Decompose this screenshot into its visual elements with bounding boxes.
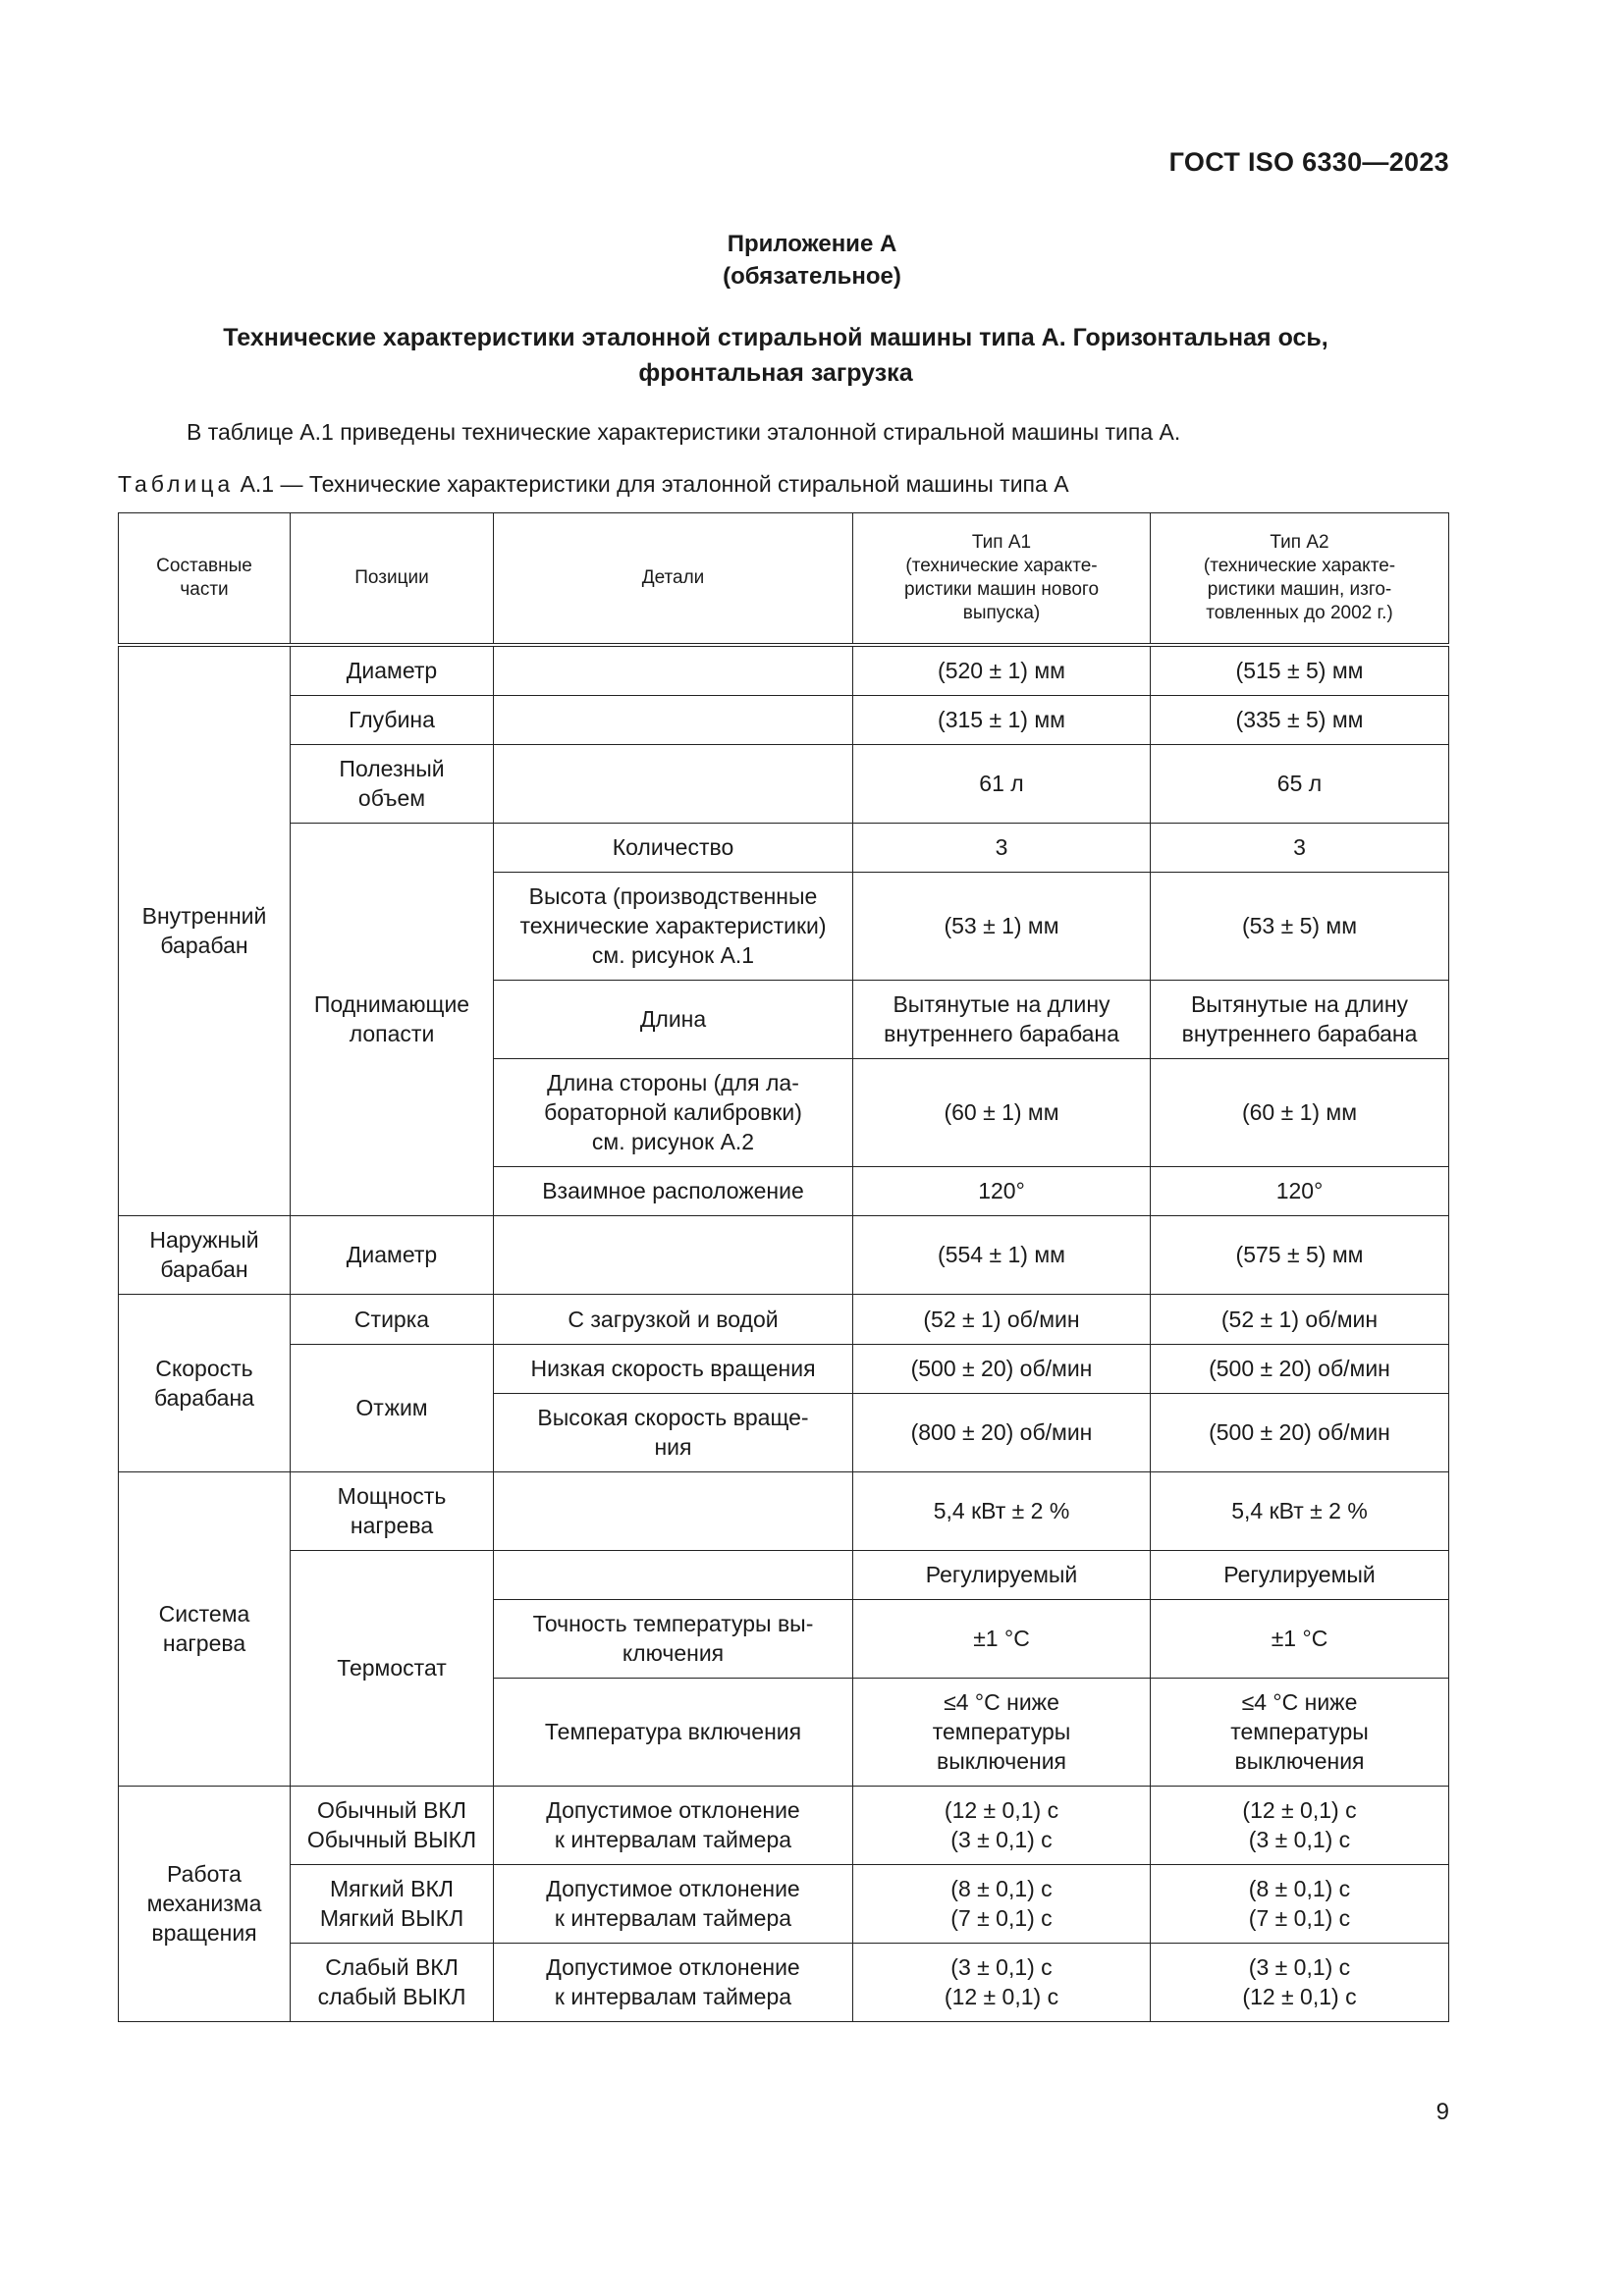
details-cell [494,1471,853,1550]
table-header-row [119,513,1449,646]
table-row [119,1294,1449,1344]
a1-cell: Вытянутые на длину внутреннего барабана [853,980,1151,1058]
annex-heading [0,228,1624,293]
table-row [119,1864,1449,1943]
table-row [119,1344,1449,1393]
a2-cell: (500 ± 20) об/мин [1151,1344,1449,1393]
details-cell: Взаимное расположение [494,1166,853,1215]
a2-cell: ±1 °C [1151,1599,1449,1678]
table-row [119,744,1449,823]
position-spin: Отжим [291,1344,494,1471]
annex-title: Приложение А [727,231,897,257]
a1-cell: (53 ± 1) мм [853,872,1151,980]
part-rotation: Работа механизма вращения [119,1786,291,2021]
a1-cell: 120° [853,1166,1151,1215]
page-number: 9 [1435,2099,1449,2125]
a2-cell: (575 ± 5) мм [1151,1215,1449,1294]
details-cell: С загрузкой и водой [494,1294,853,1344]
details-cell: Допустимое отклонение к интервалам таймера [494,1864,853,1943]
part-heating: Система нагрева [119,1471,291,1786]
a1-cell: (315 ± 1) мм [853,695,1151,744]
a2-cell: 65 л [1151,744,1449,823]
a1-cell: ≤4 °C ниже температуры выключения [853,1678,1151,1786]
table-caption [118,469,1069,499]
a2-cell: ≤4 °C ниже температуры выключения [1151,1678,1449,1786]
a2-cell: (52 ± 1) об/мин [1151,1294,1449,1344]
a2-cell: (60 ± 1) мм [1151,1058,1449,1166]
a2-cell: Вытянутые на длину внутреннего барабана [1151,980,1449,1058]
a1-cell: (800 ± 20) об/мин [853,1393,1151,1471]
a1-cell: (3 ± 0,1) с (12 ± 0,1) с [853,1943,1151,2021]
a1-cell: 61 л [853,744,1151,823]
details-cell [494,645,853,695]
details-cell [494,1215,853,1294]
table-row [119,695,1449,744]
a1-cell: (8 ± 0,1) с (7 ± 0,1) с [853,1864,1151,1943]
a1-cell: (12 ± 0,1) с (3 ± 0,1) с [853,1786,1151,1864]
a1-cell: Регулируемый [853,1550,1151,1599]
table-row [119,645,1449,695]
part-outer-drum: Наружный барабан [119,1215,291,1294]
a1-cell: (554 ± 1) мм [853,1215,1151,1294]
a2-cell: 5,4 кВт ± 2 % [1151,1471,1449,1550]
a2-cell: (500 ± 20) об/мин [1151,1393,1449,1471]
section-title-line-2: фронтальная загрузка [638,359,913,387]
intro-paragraph: В таблице А.1 приведены технические характеристики эталонной стиральной машины типа А. [187,419,1181,445]
a2-cell: Регулируемый [1151,1550,1449,1599]
details-cell: Температура включения [494,1678,853,1786]
details-cell: Низкая скорость вращения [494,1344,853,1393]
position-thermostat: Термостат [291,1550,494,1786]
position-cell: Обычный ВКЛ Обычный ВЫКЛ [291,1786,494,1864]
header-details: Детали [494,513,853,646]
details-cell [494,1550,853,1599]
a2-cell: (3 ± 0,1) с (12 ± 0,1) с [1151,1943,1449,2021]
part-inner-drum: Внутренний барабан [119,645,291,1215]
document-code: ГОСТ ISO 6330—2023 [1168,147,1449,177]
table-row [119,823,1449,872]
a1-cell: ±1 °C [853,1599,1151,1678]
position-cell: Мощность нагрева [291,1471,494,1550]
position-cell: Стирка [291,1294,494,1344]
a1-cell: (520 ± 1) мм [853,645,1151,695]
header-parts: Составные части [119,513,291,646]
details-cell: Точность температуры вы- ключения [494,1599,853,1678]
details-cell [494,695,853,744]
specifications-table [118,512,1449,2022]
details-cell: Допустимое отклонение к интервалам таймера [494,1786,853,1864]
a2-cell: (8 ± 0,1) с (7 ± 0,1) с [1151,1864,1449,1943]
annex-status: (обязательное) [723,263,901,290]
table-row [119,1550,1449,1599]
position-lifters: Поднимающие лопасти [291,823,494,1215]
position-cell: Слабый ВКЛ слабый ВЫКЛ [291,1943,494,2021]
details-cell: Количество [494,823,853,872]
a2-cell: (335 ± 5) мм [1151,695,1449,744]
details-cell: Длина стороны (для ла- бораторной калибровки) см. рисунок А.2 [494,1058,853,1166]
part-drum-speed: Скорость барабана [119,1294,291,1471]
section-title [147,320,1404,391]
table-caption-label: Таблица [118,471,235,497]
a2-cell: (12 ± 0,1) с (3 ± 0,1) с [1151,1786,1449,1864]
section-title-line-1: Технические характеристики эталонной стиральной машины типа А. Горизонтальная ось, [223,324,1328,351]
a1-cell: (60 ± 1) мм [853,1058,1151,1166]
header-type-a2: Тип А2 (технические характе- ристики машин, изго- товленных до 2002 г.) [1151,513,1449,646]
a1-cell: 3 [853,823,1151,872]
a1-cell: (500 ± 20) об/мин [853,1344,1151,1393]
position-cell: Мягкий ВКЛ Мягкий ВЫКЛ [291,1864,494,1943]
position-cell: Полезный объем [291,744,494,823]
a2-cell: (53 ± 5) мм [1151,872,1449,980]
position-cell: Диаметр [291,1215,494,1294]
a2-cell: 3 [1151,823,1449,872]
details-cell [494,744,853,823]
table-row [119,1471,1449,1550]
details-cell: Допустимое отклонение к интервалам таймера [494,1943,853,2021]
a1-cell: 5,4 кВт ± 2 % [853,1471,1151,1550]
header-type-a1: Тип А1 (технические характе- ристики машин нового выпуска) [853,513,1151,646]
table-row [119,1786,1449,1864]
details-cell: Высокая скорость враще- ния [494,1393,853,1471]
details-cell: Длина [494,980,853,1058]
table-row [119,1215,1449,1294]
position-cell: Диаметр [291,645,494,695]
a2-cell: 120° [1151,1166,1449,1215]
table-row [119,1943,1449,2021]
details-cell: Высота (производственные технические характеристики) см. рисунок А.1 [494,872,853,980]
a2-cell: (515 ± 5) мм [1151,645,1449,695]
table-caption-text: А.1 — Технические характеристики для эталонной стиральной машины типа А [234,471,1069,497]
a1-cell: (52 ± 1) об/мин [853,1294,1151,1344]
position-cell: Глубина [291,695,494,744]
header-positions: Позиции [291,513,494,646]
